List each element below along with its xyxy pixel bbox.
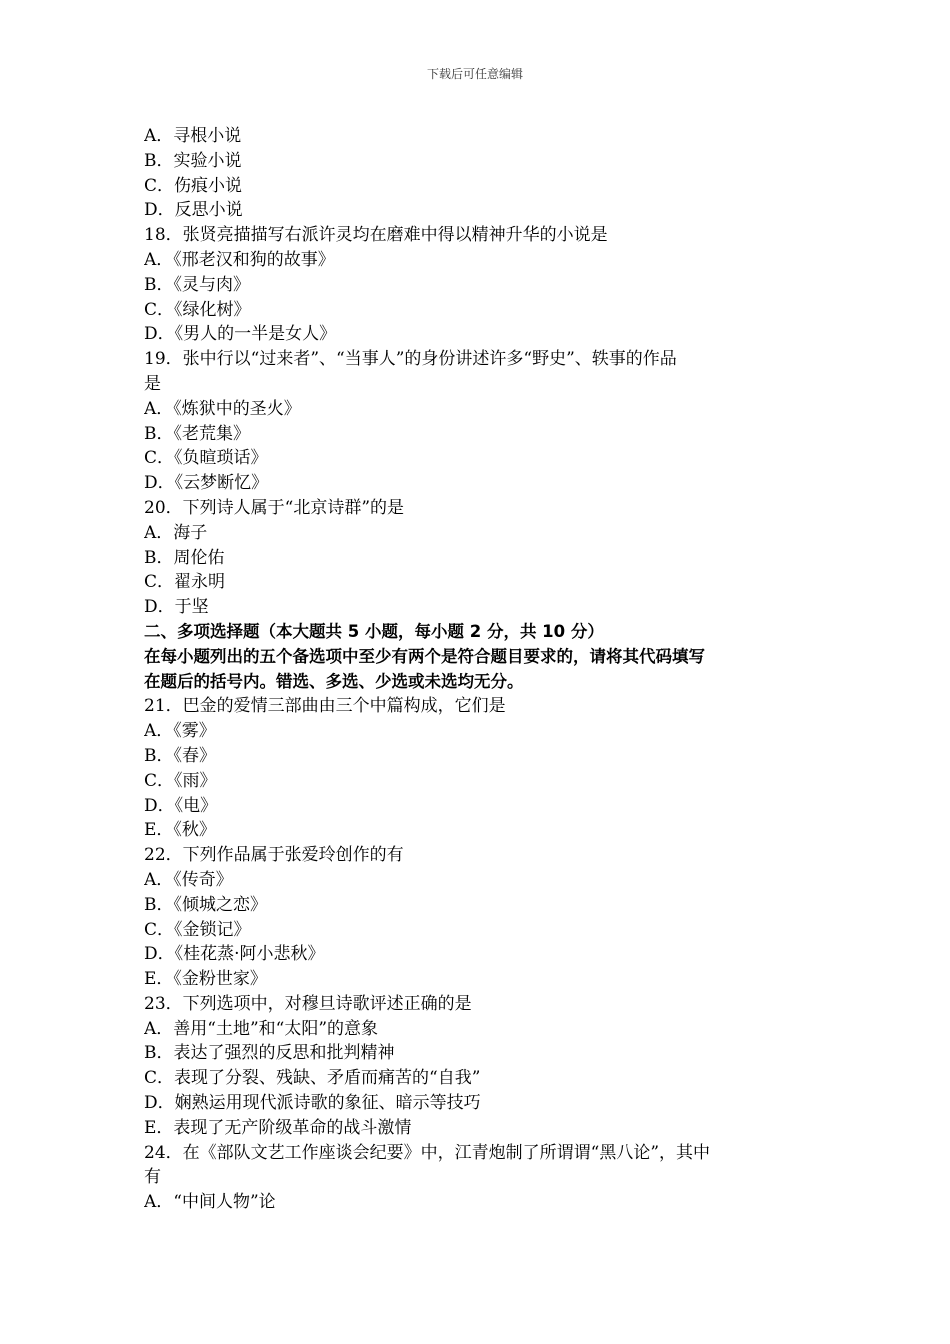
document-line: A．《雾》	[144, 721, 216, 742]
document-line: E．《金粉世家》	[144, 969, 267, 990]
document-line: D．《云梦断忆》	[144, 473, 269, 494]
document-line: C．《绿化树》	[144, 299, 251, 320]
section-instruction-line: 在每小题列出的五个备选项中至少有两个是符合题目要求的，请将其代码填写	[144, 646, 705, 666]
document-line: 20．下列诗人属于“北京诗群”的是	[144, 497, 405, 518]
document-line: E．表现了无产阶级革命的战斗激情	[144, 1117, 412, 1138]
document-line: C．翟永明	[144, 572, 226, 593]
document-line: D．《男人的一半是女人》	[144, 324, 337, 345]
document-line: 有	[144, 1167, 161, 1188]
document-line: B．周伦佑	[144, 547, 225, 568]
document-line: B．实验小说	[144, 150, 242, 171]
section-instruction-line: 在题后的括号内。错选、多选、少选或未选均无分。	[144, 671, 524, 691]
document-line: B．《灵与肉》	[144, 274, 250, 295]
document-line: 21．巴金的爱情三部曲由三个中篇构成，它们是	[144, 696, 506, 717]
document-line: C．伤痕小说	[144, 175, 243, 196]
document-line: 是	[144, 373, 161, 394]
document-line: C．《金锁记》	[144, 919, 251, 940]
document-line: C．《负暄琐话》	[144, 448, 268, 469]
document-line: A．“中间人物”论	[144, 1192, 276, 1213]
document-line: C．《雨》	[144, 770, 217, 791]
document-line: A．寻根小说	[144, 126, 242, 146]
document-line: E．《秋》	[144, 820, 216, 841]
section-instruction-line: 二、多项选择题（本大题共 5 小题，每小题 2 分，共 10 分）	[144, 621, 604, 641]
document-line: D．于坚	[144, 597, 209, 618]
document-line: D．《电》	[144, 795, 218, 816]
document-line: A．《炼狱中的圣火》	[144, 398, 301, 419]
document-line: B．《老荒集》	[144, 423, 250, 444]
document-line: A．善用“土地”和“太阳”的意象	[144, 1018, 379, 1039]
document-line: D．娴熟运用现代派诗歌的象征、暗示等技巧	[144, 1093, 481, 1114]
document-line: A．《邢老汉和狗的故事》	[144, 249, 335, 270]
document-body	[144, 124, 804, 1215]
document-line: 23．下列选项中，对穆旦诗歌评述正确的是	[144, 993, 472, 1014]
document-line: A．海子	[144, 522, 208, 543]
document-line: B．《春》	[144, 745, 216, 766]
document-line: B．《倾城之恋》	[144, 894, 267, 915]
document-line: A．《传奇》	[144, 869, 233, 890]
document-line: D．反思小说	[144, 200, 243, 221]
document-line: 22．下列作品属于张爱玲创作的有	[144, 845, 404, 866]
document-line: 18．张贤亮描描写右派许灵均在磨难中得以精神升华的小说是	[144, 225, 608, 246]
document-line: C．表现了分裂、残缺、矛盾而痛苦的“自我”	[144, 1068, 481, 1089]
document-line: 19．张中行以“过来者”、“当事人”的身份讲述许多“野史”、轶事的作品	[144, 349, 677, 370]
page-header: 下载后可任意编辑	[426, 67, 523, 81]
document-line: D．《桂花蒸·阿小悲秋》	[144, 944, 325, 965]
document-line: 24．在《部队文艺工作座谈会纪要》中，江青炮制了所谓谓“黑八论”，其中	[144, 1142, 711, 1163]
document-line: B．表达了强烈的反思和批判精神	[144, 1043, 395, 1064]
